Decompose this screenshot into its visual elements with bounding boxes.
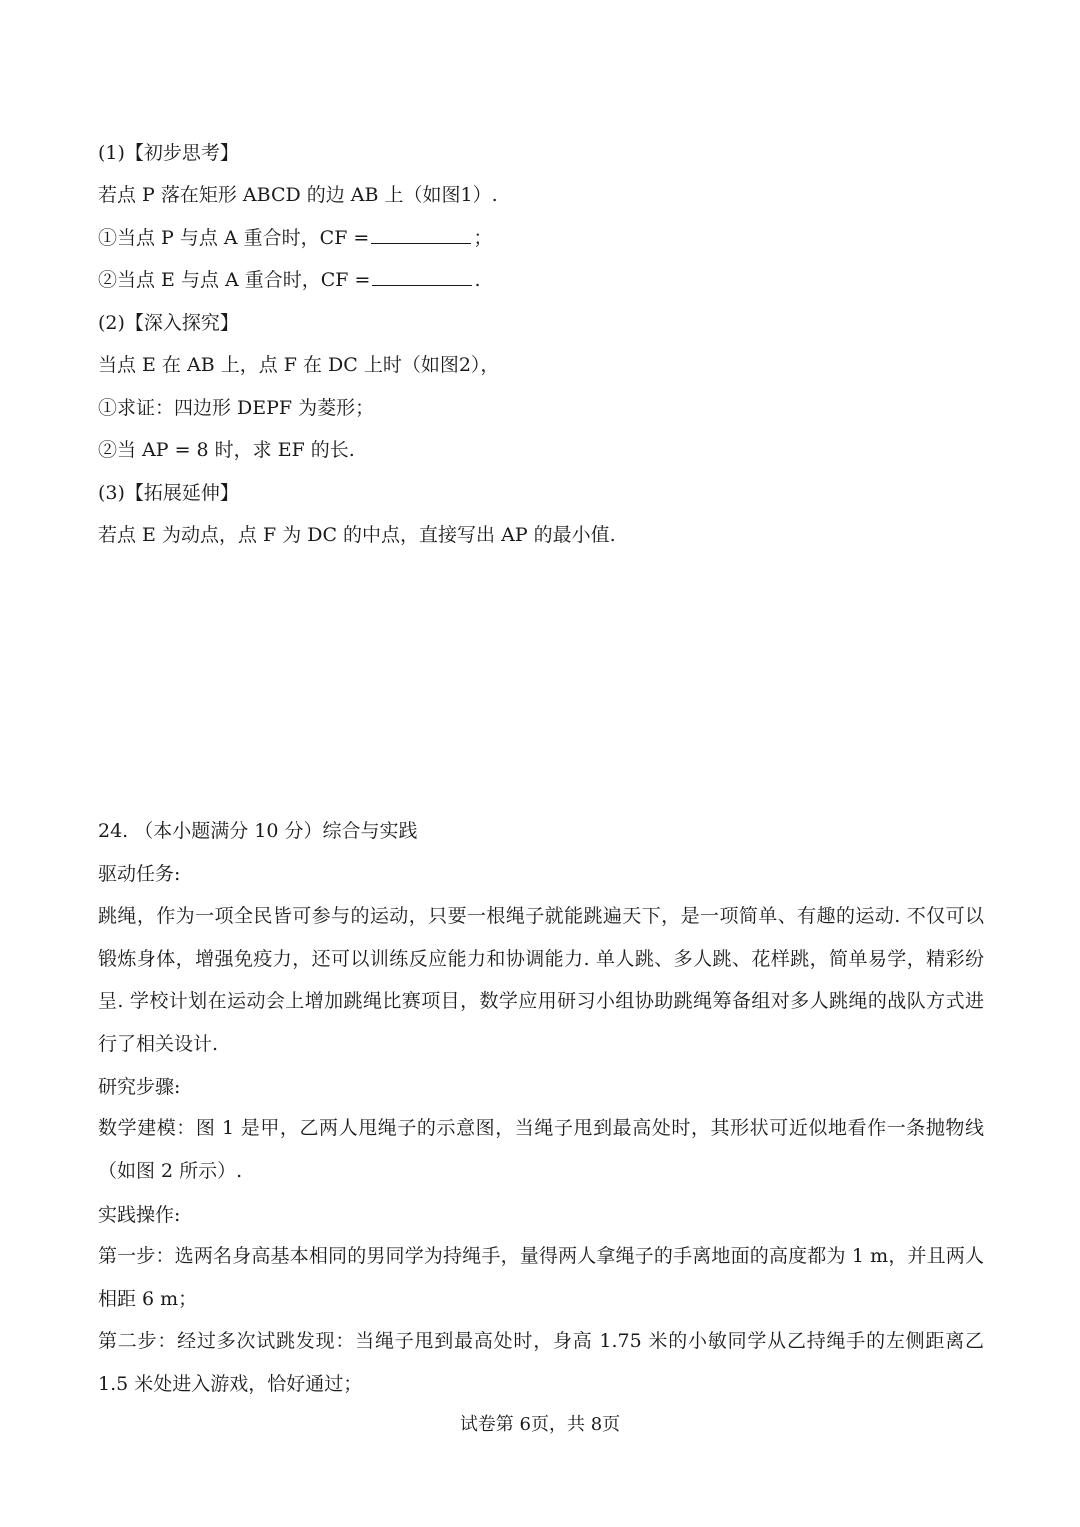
step-1-text: 第一步：选两名身高基本相同的男同学为持绳手，量得两人拿绳子的手离地面的高度都为 1 m，并且两人相距 6 m； xyxy=(98,1245,984,1310)
part1-q1-suffix: ； xyxy=(473,227,493,249)
part1-q2-text: ②当点 E 与点 A 重合时，CF = xyxy=(98,269,371,291)
task-label: 驱动任务: xyxy=(98,863,181,885)
part1-intro: 若点 P 落在矩形 ABCD 的边 AB 上（如图1）. xyxy=(98,184,498,206)
steps-label: 研究步骤: xyxy=(98,1076,181,1098)
part2-question-2: ②当 AP = 8 时，求 EF 的长. xyxy=(98,439,355,461)
question-24-title: 24. （本小题满分 10 分）综合与实践 xyxy=(98,820,418,842)
part2-heading: (2)【深入探究】 xyxy=(98,312,239,334)
part1-q2-suffix: . xyxy=(474,269,481,291)
part1-heading: (1)【初步思考】 xyxy=(98,142,239,164)
part3-heading: (3)【拓展延伸】 xyxy=(98,482,239,504)
practice-label: 实践操作: xyxy=(98,1204,181,1226)
part1-question-2 xyxy=(98,267,984,293)
part2-question-1: ①求证：四边形 DEPF 为菱形； xyxy=(98,397,375,419)
part1-question-1 xyxy=(98,225,984,251)
step-2-text: 第二步：经过多次试跳发现：当绳子甩到最高处时，身高 1.75 米的小敏同学从乙持绳手的左侧距离乙 1.5 米处进入游戏，恰好通过； xyxy=(98,1330,984,1395)
part1-q1-text: ①当点 P 与点 A 重合时，CF = xyxy=(98,227,370,249)
modeling-text: 数学建模：图 1 是甲，乙两人甩绳子的示意图，当绳子甩到最高处时，其形状可近似地看作一条抛物线（如图 2 所示）. xyxy=(98,1117,984,1182)
answer-blank-1[interactable] xyxy=(371,225,471,244)
part3-question: 若点 E 为动点，点 F 为 DC 的中点，直接写出 AP 的最小值. xyxy=(98,524,616,546)
task-text: 跳绳，作为一项全民皆可参与的运动，只要一根绳子就能跳遍天下，是一项简单、有趣的运动. 不仅可以锻炼身体，增强免疫力，还可以训练反应能力和协调能力. 单人跳、多人跳、花样跳，简单易学，精彩纷呈. 学校计划在运动会上增加跳绳比赛项目，数学应用研习小组协助跳绳筹备组对多人跳绳的战队方式进行了相关设计. xyxy=(98,905,984,1055)
part2-intro: 当点 E 在 AB 上，点 F 在 DC 上时（如图2）， xyxy=(98,354,500,376)
answer-blank-2[interactable] xyxy=(372,267,472,286)
page-footer: 试卷第 6页，共 8页 xyxy=(459,1414,621,1435)
